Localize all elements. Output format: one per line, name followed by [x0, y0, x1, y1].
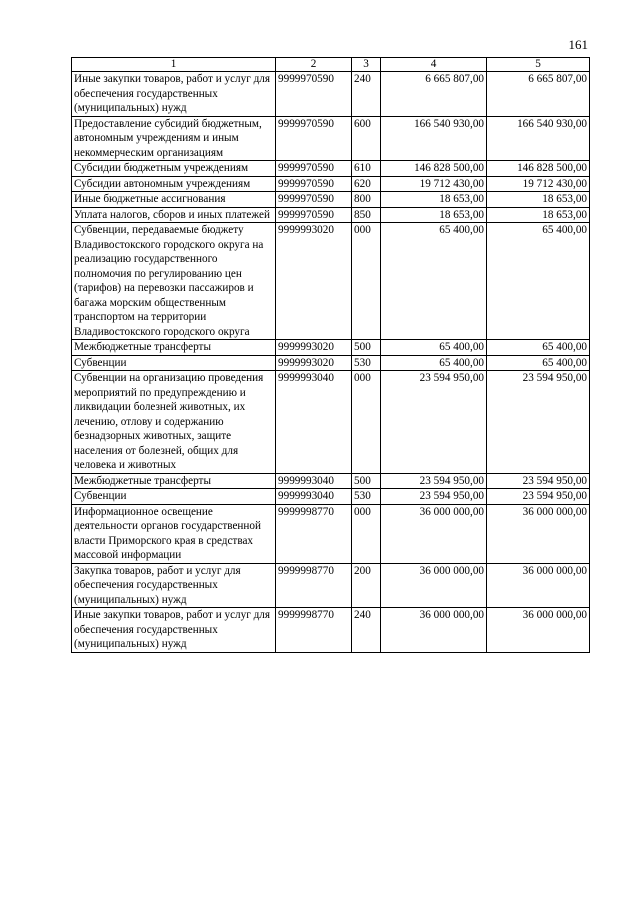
row-sum-1: 18 653,00 [381, 192, 487, 208]
table-row [72, 223, 590, 340]
table-row [72, 340, 590, 356]
row-type: 610 [352, 161, 381, 177]
row-sum-2: 36 000 000,00 [487, 563, 590, 608]
table-row [72, 563, 590, 608]
row-code: 9999993020 [276, 340, 352, 356]
row-sum-2: 18 653,00 [487, 207, 590, 223]
row-sum-1: 146 828 500,00 [381, 161, 487, 177]
row-sum-1: 65 400,00 [381, 355, 487, 371]
row-sum-1: 6 665 807,00 [381, 72, 487, 117]
row-name: Иные закупки товаров, работ и услуг для обеспечения государственных (муниципальных) нужд [72, 608, 276, 653]
header-col-1: 1 [72, 58, 276, 72]
row-type: 620 [352, 176, 381, 192]
row-sum-2: 65 400,00 [487, 223, 590, 340]
row-sum-1: 65 400,00 [381, 223, 487, 340]
row-sum-1: 18 653,00 [381, 207, 487, 223]
row-code: 9999998770 [276, 563, 352, 608]
table-row [72, 371, 590, 474]
row-code: 9999993040 [276, 473, 352, 489]
row-sum-2: 146 828 500,00 [487, 161, 590, 177]
row-code: 9999998770 [276, 504, 352, 563]
table-row [72, 473, 590, 489]
table-row [72, 207, 590, 223]
row-sum-2: 6 665 807,00 [487, 72, 590, 117]
row-type: 530 [352, 489, 381, 505]
header-col-2: 2 [276, 58, 352, 72]
page-number: 161 [568, 37, 588, 52]
row-type: 800 [352, 192, 381, 208]
row-type: 240 [352, 72, 381, 117]
row-code: 9999970590 [276, 207, 352, 223]
row-type: 000 [352, 223, 381, 340]
row-sum-2: 23 594 950,00 [487, 489, 590, 505]
row-code: 9999998770 [276, 608, 352, 653]
row-sum-2: 23 594 950,00 [487, 371, 590, 474]
row-name: Информационное освещение деятельности органов государственной власти Приморского края в средствах массовой информации [72, 504, 276, 563]
row-sum-2: 23 594 950,00 [487, 473, 590, 489]
header-col-3: 3 [352, 58, 381, 72]
row-sum-1: 19 712 430,00 [381, 176, 487, 192]
row-name: Субвенции [72, 489, 276, 505]
row-code: 9999970590 [276, 192, 352, 208]
table-row [72, 72, 590, 117]
row-type: 530 [352, 355, 381, 371]
row-type: 240 [352, 608, 381, 653]
row-code: 9999970590 [276, 176, 352, 192]
row-sum-2: 36 000 000,00 [487, 504, 590, 563]
row-code: 9999970590 [276, 116, 352, 161]
header-col-4: 4 [381, 58, 487, 72]
row-name: Иные закупки товаров, работ и услуг для обеспечения государственных (муниципальных) нужд [72, 72, 276, 117]
table-row [72, 608, 590, 653]
row-sum-2: 65 400,00 [487, 355, 590, 371]
table-row [72, 116, 590, 161]
row-type: 850 [352, 207, 381, 223]
row-type: 500 [352, 473, 381, 489]
row-code: 9999993020 [276, 223, 352, 340]
row-code: 9999993020 [276, 355, 352, 371]
row-type: 000 [352, 504, 381, 563]
row-name: Межбюджетные трансферты [72, 473, 276, 489]
row-sum-1: 166 540 930,00 [381, 116, 487, 161]
header-row [72, 58, 590, 72]
row-name: Уплата налогов, сборов и иных платежей [72, 207, 276, 223]
table-row [72, 355, 590, 371]
budget-table [71, 57, 590, 653]
header-col-5: 5 [487, 58, 590, 72]
row-sum-2: 19 712 430,00 [487, 176, 590, 192]
row-type: 500 [352, 340, 381, 356]
row-name: Субвенции на организацию проведения мероприятий по предупреждению и ликвидации болезней животных, их лечению, отлову и содержанию безнадзорных животных, защите населения от болезней, общих для человека и животных [72, 371, 276, 474]
row-sum-2: 36 000 000,00 [487, 608, 590, 653]
table-row [72, 161, 590, 177]
row-name: Межбюджетные трансферты [72, 340, 276, 356]
row-sum-1: 23 594 950,00 [381, 473, 487, 489]
row-sum-1: 65 400,00 [381, 340, 487, 356]
row-type: 600 [352, 116, 381, 161]
row-name: Закупка товаров, работ и услуг для обеспечения государственных (муниципальных) нужд [72, 563, 276, 608]
row-sum-2: 166 540 930,00 [487, 116, 590, 161]
row-sum-1: 36 000 000,00 [381, 608, 487, 653]
row-code: 9999993040 [276, 371, 352, 474]
row-name: Субсидии автономным учреждениям [72, 176, 276, 192]
row-type: 200 [352, 563, 381, 608]
row-sum-1: 36 000 000,00 [381, 504, 487, 563]
row-sum-2: 65 400,00 [487, 340, 590, 356]
row-type: 000 [352, 371, 381, 474]
row-code: 9999970590 [276, 72, 352, 117]
row-name: Субвенции [72, 355, 276, 371]
table-row [72, 176, 590, 192]
row-sum-1: 36 000 000,00 [381, 563, 487, 608]
row-sum-1: 23 594 950,00 [381, 489, 487, 505]
table-row [72, 504, 590, 563]
row-code: 9999993040 [276, 489, 352, 505]
row-name: Иные бюджетные ассигнования [72, 192, 276, 208]
table-row [72, 489, 590, 505]
row-name: Субвенции, передаваемые бюджету Владивостокского городского округа на реализацию государственного полномочия по регулированию цен (тарифов) на перевозки пассажиров и багажа морским общественным транспортом на территории Владивостокского городского округа [72, 223, 276, 340]
row-name: Субсидии бюджетным учреждениям [72, 161, 276, 177]
row-name: Предоставление субсидий бюджетным, автономным учреждениям и иным некоммерческим организациям [72, 116, 276, 161]
row-sum-2: 18 653,00 [487, 192, 590, 208]
table-row [72, 192, 590, 208]
row-sum-1: 23 594 950,00 [381, 371, 487, 474]
row-code: 9999970590 [276, 161, 352, 177]
